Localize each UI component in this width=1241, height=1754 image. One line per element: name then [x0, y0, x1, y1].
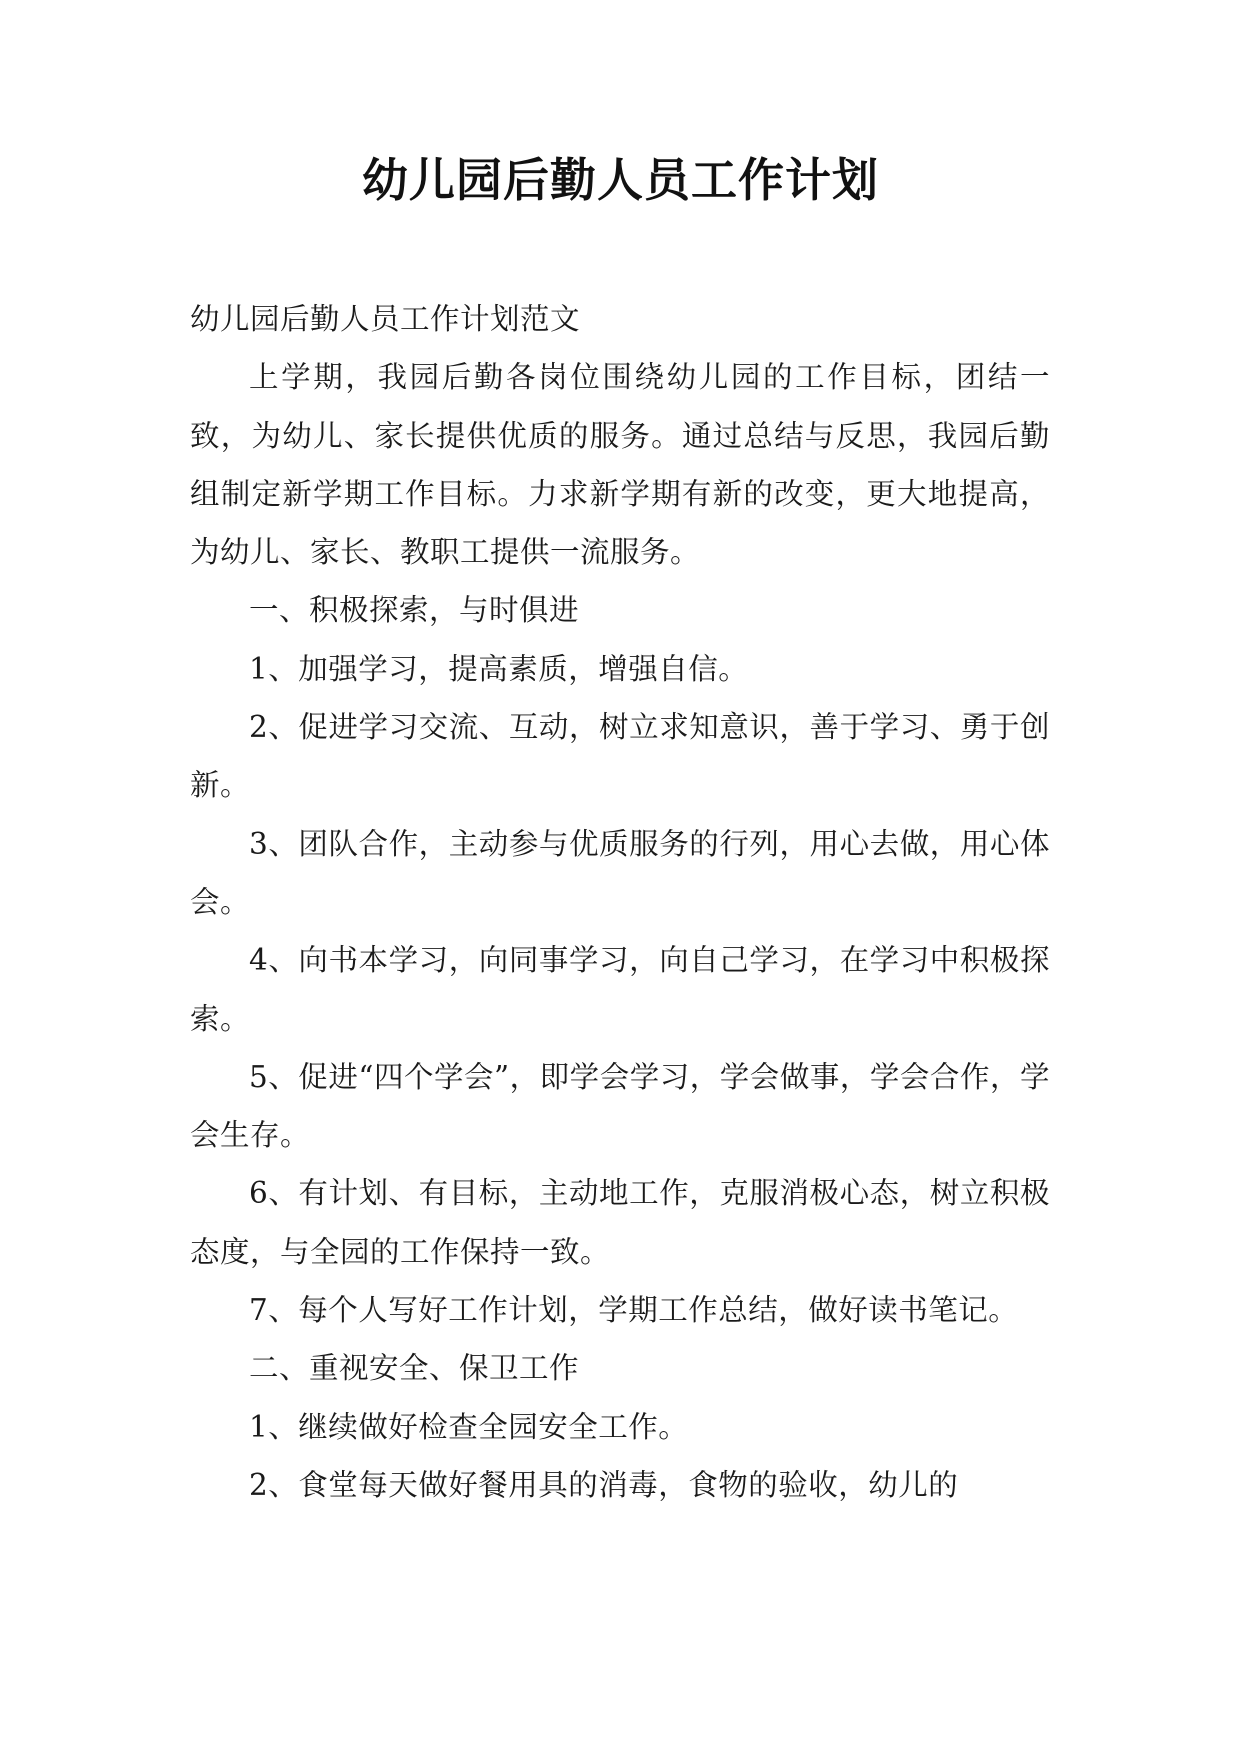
list-item: 7、每个人写好工作计划，学期工作总结，做好读书笔记。 — [249, 1293, 1019, 1328]
list-item: 2、促进学习交流、互动，树立求知意识，善于学习、勇于创新。 — [190, 710, 1050, 803]
list-item: 1、继续做好检查全园安全工作。 — [249, 1409, 689, 1444]
subtitle-paragraph: 幼儿园后勤人员工作计划范文 — [190, 302, 581, 336]
document-title: 幼儿园后勤人员工作计划 — [362, 153, 879, 207]
section-heading-2: 二、重视安全、保卫工作 — [249, 1351, 580, 1386]
list-item: 1、加强学习，提高素质，增强自信。 — [249, 651, 749, 686]
list-item: 6、有计划、有目标，主动地工作，克服消极心态，树立积极态度，与全园的工作保持一致。 — [190, 1176, 1050, 1269]
list-item: 4、向书本学习，向同事学习，向自己学习，在学习中积极探索。 — [190, 943, 1050, 1036]
list-item: 2、食堂每天做好餐用具的消毒，食物的验收，幼儿的 — [249, 1467, 959, 1502]
document-body — [190, 290, 1050, 1514]
list-item: 5、促进“四个学会”，即学会学习，学会做事，学会合作，学会生存。 — [190, 1059, 1050, 1153]
intro-paragraph: 上学期，我园后勤各岗位围绕幼儿园的工作目标，团结一致，为幼儿、家长提供优质的服务。通过总结与反思，我园后勤组制定新学期工作目标。力求新学期有新的改变，更大地提高，为幼儿、家长、教职工提供一流服务。 — [190, 360, 1050, 570]
section-heading-1: 一、积极探索，与时俱进 — [249, 593, 580, 628]
list-item: 3、团队合作，主动参与优质服务的行列，用心去做，用心体会。 — [190, 826, 1050, 919]
